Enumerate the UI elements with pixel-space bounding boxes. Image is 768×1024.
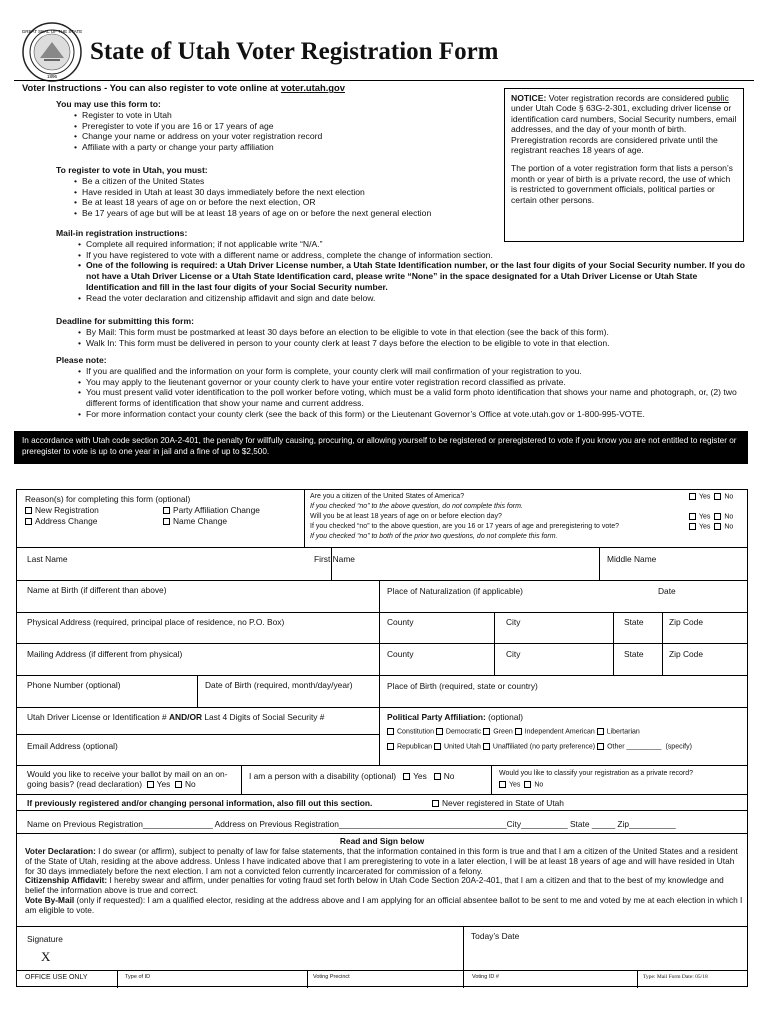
party-options-row2[interactable]: Republican United Utah Unaffiliated (no party preference) Other _________ (specify) (387, 743, 692, 750)
form-type-label: Type: Mail Form Date: 05/18 (643, 974, 708, 980)
name-at-birth-field[interactable]: Name at Birth (if different than above) (27, 585, 167, 595)
name-change-option[interactable]: Name Change (163, 516, 227, 526)
mailing-city-field[interactable]: City (506, 649, 521, 659)
requirements-section: To register to vote in Utah, you must: • Be a citizen of the United States • Have resided in Utah at least 30 days immediately before the next election • Be at least 18 years of age on or before the next election, OR • Be 17 years of age but will be at least 18 years of age on or before the next general election (56, 165, 501, 219)
party-change-option[interactable]: Party Affiliation Change (163, 505, 260, 515)
please-note-section: Please note: • If you are qualified and the information on your form is complete, your county clerk will mail confirmation of your registration to you. • You may apply to the lieutenant governor or your county clerk to have your entire voter registration record classified as private. • You must present valid voter identification to the poll worker before voting, which must be a valid form photo identification that shows your name and photograph, or, (2) two different forms of identification that show your name and current address. • For more information contact your county clerk (see the back of this form) or the Lieutenant Governor’s Office at vote.utah.gov or 1-800-995-VOTE. (56, 355, 746, 420)
address-change-option[interactable]: Address Change (25, 516, 97, 526)
private-record-question: Would you like to classify your registration as a private record? (499, 770, 694, 777)
checkbox[interactable] (25, 518, 32, 525)
signature-label: Signature (27, 934, 63, 944)
place-of-birth-field[interactable]: Place of Birth (required, state or country) (387, 681, 538, 691)
online-link[interactable]: voter.utah.gov (280, 82, 345, 93)
use-form-section: You may use this form to: • Register to vote in Utah • Preregister to vote if you are 16 or 17 years of age • Change your name or address on your voter registration record • Affiliate with a party or change your party affiliation (56, 99, 496, 153)
list-item: • By Mail: This form must be postmarked at least 30 days before an election to be eligible to vote in that election (see the back of this form). (86, 327, 746, 338)
registration-form (16, 489, 748, 987)
list-item: • Affiliate with a party or change your party affiliation (82, 142, 496, 153)
party-affiliation-label: Political Party Affiliation: (optional) (387, 712, 524, 722)
citizen-note: If you checked “no” to the above question, do not complete this form. (310, 503, 523, 510)
page-title: State of Utah Voter Registration Form (90, 38, 499, 65)
voter-instructions-heading: Voter Instructions - You can also register to vote online at voter.utah.gov (22, 82, 345, 93)
list-item: • You may apply to the lieutenant governor or your county clerk to have your entire voter registration record classified as private. (86, 377, 746, 388)
mailing-county-field[interactable]: County (387, 649, 414, 659)
middle-name-field[interactable]: Middle Name (607, 554, 657, 564)
todays-date-field[interactable]: Today’s Date (471, 931, 520, 941)
zip-field[interactable]: Zip Code (669, 617, 703, 627)
first-name-field[interactable]: First Name (314, 554, 355, 564)
list-item: • Walk In: This form must be delivered in person to your county clerk at least 7 days before the election to be eligible to vote in that election. (86, 338, 746, 349)
list-item: • Be at least 18 years of age on or before the next election, OR (82, 197, 501, 208)
mail-ballot-question[interactable]: Would you like to receive your ballot by mail on an on-going basis? (read declaration) Yes No (27, 769, 228, 789)
disability-question[interactable]: I am a person with a disability (optional) Yes No (249, 771, 455, 781)
last-name-field[interactable]: Last Name (27, 554, 68, 564)
mailing-address-field[interactable]: Mailing Address (if different from physical) (27, 649, 183, 659)
read-sign-heading: Read and Sign below (339, 836, 425, 846)
office-use-label: OFFICE USE ONLY (25, 974, 88, 981)
both-no-note: If you checked “no” to both of the prior two questions, do not complete this form. (310, 533, 558, 540)
voting-precinct-label: Voting Precinct (313, 974, 350, 980)
svg-text:GREAT SEAL OF THE STATE: GREAT SEAL OF THE STATE (22, 29, 82, 34)
naturalization-field[interactable]: Place of Naturalization (if applicable) (387, 586, 523, 596)
county-field[interactable]: County (387, 617, 414, 627)
checkbox[interactable] (163, 518, 170, 525)
phone-field[interactable]: Phone Number (optional) (27, 680, 121, 690)
citizen-question: Are you a citizen of the United States of America? (310, 493, 465, 500)
list-item: • For more information contact your county clerk (see the back of this form) or the Lieutenant Governor’s Office at vote.utah.gov or 1-800-995-VOTE. (86, 409, 746, 420)
preregister-yes-no[interactable]: Yes No (689, 523, 733, 530)
mailing-zip-field[interactable]: Zip Code (669, 649, 703, 659)
physical-address-field[interactable]: Physical Address (required, principal place of residence, no P.O. Box) (27, 617, 285, 627)
mailing-state-field[interactable]: State (624, 649, 644, 659)
list-item: • Be 17 years of age but will be at least 18 years of age on or before the next general election (82, 208, 501, 219)
new-registration-option[interactable]: New Registration (25, 505, 99, 515)
never-registered-option[interactable]: Never registered in State of Utah (432, 798, 564, 808)
list-item: • Be a citizen of the United States (82, 176, 501, 187)
age-yes-no[interactable]: Yes No (689, 513, 733, 520)
list-item: • Change your name or address on your voter registration record (82, 131, 496, 142)
list-item: • Preregister to vote if you are 16 or 17 years of age (82, 121, 496, 132)
age-question: Will you be at least 18 years of age on or before election day? (310, 513, 502, 520)
license-ssn-field[interactable]: Utah Driver License or Identification # AND/OR Last 4 Digits of Social Security # (27, 712, 325, 722)
party-options-row1[interactable]: Constitution Democratic Green Independent American Libertarian (387, 728, 640, 735)
email-field[interactable]: Email Address (optional) (27, 741, 118, 751)
penalty-banner: In accordance with Utah code section 20A-2-401, the penalty for willfully causing, procuring, or allowing yourself to be registered or preregistered to vote if you know you are not entitled to register or preregister to vote is up to one year in jail and a fine of up to $2,500. (14, 431, 748, 464)
naturalization-date-field[interactable]: Date (658, 586, 676, 596)
checkbox[interactable] (163, 507, 170, 514)
list-item: • Read the voter declaration and citizenship affidavit and sign and date below. (86, 293, 746, 304)
state-seal-logo (22, 22, 82, 82)
list-item: • Have resided in Utah at least 30 days immediately before the next election (82, 187, 501, 198)
previous-registration-line[interactable]: Name on Previous Registration_______________ Address on Previous Registration____________________________________City__________ State _____ Zip__________ (27, 819, 676, 829)
list-item: • One of the following is required: a Utah Driver License number, a Utah State Identification number, or the last four digits of your Social Security number. If you do not have a Utah Driver License or a Utah State Identification card, please write “None” in the space designated for a Utah Driver License or Utah State Identification and fill in the last four digits of your Social Security number. (86, 260, 746, 292)
dob-field[interactable]: Date of Birth (required, month/day/year) (205, 680, 353, 690)
declarations: Voter Declaration: I do swear (or affirm), subject to penalty of law for false statements, that the information contained in this form is true and that I am a citizen of the United States and a resident of the State of Utah, residing at the above address. Unless I have indicated above that I am preregistering to vote in a later election, I will be at least 18 years of age and will have resided in Utah for 30 days immediately before the next election. I am not a convicted felon currently incarcerated for commission of a felony. Citizenship Affidavit: I hereby swear and affirm, under penalties for voting fraud set forth below in Utah Code Section 20A-2-401, that I am a citizen and that to the best of my knowledge and belief the information above is true and correct. Vote By-Mail (only if requested): I am a qualified elector, residing at the address above and I am applying for an official absentee ballot to be sent to me and voted by me at each election in which I am eligible to vote. (25, 846, 743, 915)
type-of-id-label: Type of ID (125, 974, 151, 980)
previous-registration-heading: If previously registered and/or changing personal information, also fill out this section. (27, 798, 373, 808)
city-field[interactable]: City (506, 617, 521, 627)
voting-id-label: Voting ID # (472, 974, 499, 980)
title-rule (14, 80, 754, 81)
list-item: • If you have registered to vote with a different name or address, complete the change of information section. (86, 250, 746, 261)
list-item: • Complete all required information; if not applicable write “N/A.” (86, 239, 746, 250)
reasons-label: Reason(s) for completing this form (optional) (25, 494, 191, 504)
preregister-question: If you checked “no” to the above question, are you 16 or 17 years of age and preregistering to vote? (310, 523, 619, 530)
list-item: • Register to vote in Utah (82, 110, 496, 121)
signature-field[interactable]: X (41, 949, 51, 964)
list-item: • If you are qualified and the information on your form is complete, your county clerk will mail confirmation of your registration to you. (86, 366, 746, 377)
private-record-yes-no[interactable]: Yes No (499, 781, 543, 788)
notice-box: NOTICE: Voter registration records are considered public under Utah Code § 63G-2-301, excluding driver license or identification card numbers, Social Security numbers, email addresses, and the day of your month of birth. Preregistration records are considered private until the registrant reaches 18 years of age. The portion of a voter registration form that lists a person’s month or year of birth is a private record, the use of which is restricted to government officials, political parties or certain other persons. (504, 88, 744, 242)
citizen-yes-no[interactable]: Yes No (689, 493, 733, 500)
checkbox[interactable] (25, 507, 32, 514)
mailin-section: Mail-in registration instructions: • Complete all required information; if not applicable write “N/A.” • If you have registered to vote with a different name or address, complete the change of information section. • One of the following is required: a Utah Driver License number, a Utah State Identification number, or the last four digits of your Social Security number. If you do not have a Utah Driver License or a Utah State Identification card, please write “None” in the space designated for a Utah Driver License or Utah State Identification and fill in the last four digits of your Social Security number. • Read the voter declaration and citizenship affidavit and sign and date below. (56, 228, 746, 304)
list-item: • You must present valid voter identification to the poll worker before voting, which must be a valid form photo identification that shows your name and photograph, or, (2) two different forms of identification that show your name and current address. (86, 387, 746, 409)
svg-text:1896: 1896 (46, 74, 58, 79)
state-field[interactable]: State (624, 617, 644, 627)
deadline-section: Deadline for submitting this form: • By Mail: This form must be postmarked at least 30 days before an election to be eligible to vote in that election (see the back of this form). • Walk In: This form must be delivered in person to your county clerk at least 7 days before the election to be eligible to vote in that election. (56, 316, 746, 348)
